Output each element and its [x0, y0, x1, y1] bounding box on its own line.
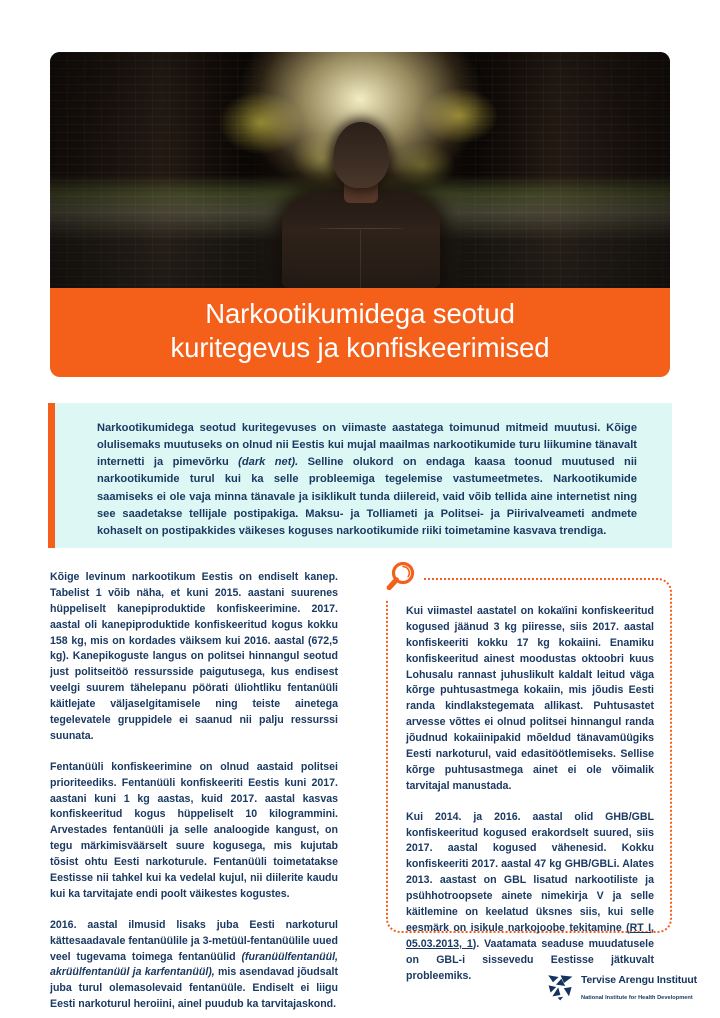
callout-p2-part-1: Kui 2014. ja 2016. aastal olid GHB/GBL konfiskeeritud kogused erakordselt suured, siis 2017. aastal kogused vähenesid. Kokku konfiskeeriti 2017. aastal 47 kg GHB/GBLi. Alates 2013. aastast on GBL lisatud narkootiliste ja psühhotroopsete ainete nimekirja V ja selle käitlemine on keelatud üksnes siis, kui selle eesmärk on isikule narkojoobe tekitamine ( [406, 810, 654, 934]
footer-logo [547, 972, 697, 1002]
logo-wordmark [581, 971, 697, 1003]
left-p3-part-2: mis asendavad jõudsalt juba turul olemasolevaid fentanüüle. Endiselt ei liigu Eesti narkoturul heroiini, ainel puudub ka tarvitajaskond. [50, 966, 338, 1011]
left-p1-part-1: Kõige levinum narkootikum Eestis on endiselt kanep. [50, 571, 338, 583]
page-title-line-1: Narkootikumidega seotud [205, 297, 515, 329]
hero-title-bar [50, 288, 670, 377]
magnifier-icon [376, 558, 422, 600]
page-title-line-2: kuritegevus ja konfiskeerimised [170, 331, 550, 363]
hero-photo [50, 52, 670, 288]
intro-text-part-2: Selline olukord on endaga kaasa toonud muutused nii narkootikumide turul kui ka selle probleemiga tegelemise vastumeetmetes. Narkootikumide saamiseks ei ole vaja minna tänavale ja isiklikult tunda diilereid, vaid võib tellida aine internetist ning see saadetakse tellijale postipakiga. Maksu- ja Tolliameti ja Politsei- ja Piirivalveameti andmete kohaselt on postipakkides väikeses koguses narkootikumide riiki toimetamine kasvava trendiga. [97, 456, 637, 537]
left-paragraph-2: Fentanüüli konfiskeerimine on olnud aastaid politsei prioriteediks. Fentanüüli konfiskeeriti Eestis kuni 2017. aastani kuni 1 kg aastas, kuid 2017. aastal kasvas konfiskeeritud kogus hüppeliselt 10 kilogrammini. Arvestades fentanüüli ja selle analoogide kangust, on tegu märkimisväärselt suure kogusega, mis kujutab tõsist ohtu Eesti narkoturule. Fentanüüli toimetatakse Eestisse nii tahkel kui ka vedelal kujul, nii diilerite kaudu kui ka tarvitajate endi poolt väikestes kogustes. [50, 760, 338, 900]
left-paragraph-3 [50, 918, 338, 1013]
callout-paragraph-2 [406, 810, 654, 985]
intro-text-part-1: Narkootikumidega seotud kuritegevuses on viimaste aastatega toimunud mitmeid muutusi. Kõige olulisemaks muutuseks on olnud nii Eestis kui mujal maailmas narkootikumide turu liikumine tänavalt internetti ja pimevõrku [97, 422, 637, 469]
legal-reference-link[interactable]: RT I, 05.03.2013, 1 [406, 921, 654, 950]
callout-paragraph-1: Kui viimastel aastatel on kokaïini konfiskeeritud kogused jäänud 3 kg piiresse, siis 2017. aastal konfiskeeriti kokku 17 kg kokaiini. Enamiku konfiskeeritud ainest moodustas oktoobri kuus Lohusalu rannast juhuslikult kaldalt leitud väga kõrge puhtusastmega kokaiin, mis jõudis Eesti randa kindlakstegemata allikast. Puhtusastet arvesse võttes ei olnud politsei hinnangul randa jõudnud kokaiinipakid mõeldud tänavamüügiks Eesti narkoturul, vaid edasitöötlemiseks. Sellise kõrge puhtusastmega ainet ei ole võimalik tarvitajal manustada. [406, 605, 654, 792]
callout-body [406, 604, 654, 984]
intro-text-italic: (dark net). [238, 456, 299, 469]
page-title [170, 297, 549, 364]
left-p1-part-2: võib näha, et kuni 2015. aastani suurenes hüppeliselt kanepiproduktide konfiskeerimine. 2017. aastal oli kanepiproduktide konfiskeeritud kogus kokku 158 kg, mis on kordades väiksem kui 2016. aastal (672,5 kg). Kanepikoguste langus on politsei hinnangul seotud just politseitöö ressursside paigutusega, kus endisest veelgi suurem tähelepanu pöörati üliohtliku fentanüüli käitlejate väljaselgitamisele ning teiste ainetega tegelevatele gruppidele ei saanud nii palju ressurssi suunata. [50, 586, 338, 742]
left-text-column [50, 570, 338, 1013]
left-paragraph-1 [50, 570, 338, 745]
left-p1-bold-table-reference: Tabelist 1 [50, 586, 102, 599]
dotted-callout-box [386, 578, 672, 982]
callout-p2-part-2: ). Vaatamata seaduse muudatusele on GBL-i sissevedu Eestisse jätkuvalt probleemiks. [406, 937, 654, 982]
intro-callout-box [48, 403, 672, 548]
organisation-name: Tervise Arengu Instituut [581, 975, 697, 986]
photo-vignette [50, 52, 670, 288]
left-p3-italic-substance-names: (furanüülfentanüül, akrüülfentanüül ja karfentanüül), [50, 950, 338, 979]
intro-paragraph [97, 420, 637, 540]
organisation-subtitle: National Institute for Health Development [581, 995, 693, 1001]
tai-logo-icon [547, 974, 574, 1001]
left-p3-part-1: 2016. aastal ilmusid lisaks juba Eesti narkoturul kättesaadavale fentanüülile ja 3-metüül-fentanüülile uued veel tugevama toimega fentanüülid [50, 918, 338, 963]
hero-card [50, 52, 670, 377]
